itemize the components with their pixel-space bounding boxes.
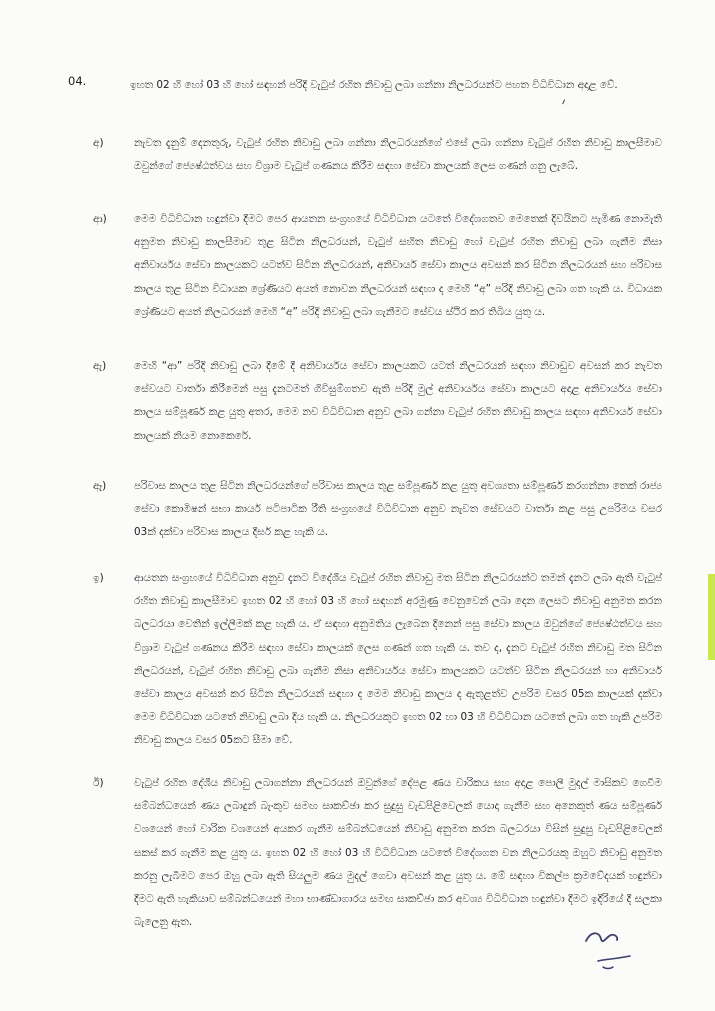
item-marker: ඈ) xyxy=(93,480,107,492)
item-text: පරිවාස කාලය තුළ සිටින නිලධරයන්ගේ පරිවාස කාලය තුළ සම්පූර්ණ කළ යුතු අවශ්‍යතා සම්පූර්ණ කරගන්නා තෙක් රාජ්‍ය සේවා කොමිෂන් සභා කාර්ය පටිපාටික රීති සංග්‍රහයේ විධිවිධාන අනුව නැවත සේවයට වාර්තා කළ පසු උපරිමය වසර 03ක් දක්වා පරිවාස කාලය දීර්ඝ කළ හැකි ය. xyxy=(134,480,662,539)
item-text: මෙම විධිවිධාන හඳුන්වා දීමට පෙර ආයතන සංග්‍රහයේ විධිවිධාන යටතේ විදේශගතව මෙතෙක් දිවයිනට පැමිණ නොමැති අනුමත නිවාඩු කාලසීමාව තුළ සිටින නිලධරයන්, වැටුප් සහිත නිවාඩු හෝ වැටුප් රහිත නිවාඩු ලබා ගැනීම නිසා අනිවාර්යය සේවා කාලයකට යටත්ව සිටින නිලධරයන්, අනිවාර්ය සේවා කාලය අවසන් කර සිටින නිලධරයන් සහ පරිවාස කාලය තුළ සිටින විධායක ශ්‍රේණියට අයත් නොවන නිලධරයන් සඳහා ද මෙහි “අ” පරිදි නිවාඩු ලබා ගත හැකි ය. විධායක ශ්‍රේණියට අයත් නිලධරයන් මෙහි “අ” පරිදි නිවාඩු ලබා ගැනීමට සේවය ස්ථිර කර තිබිය යුතු ය. xyxy=(134,213,662,318)
item-marker: අ) xyxy=(93,137,104,149)
pen-tick-mark xyxy=(562,99,568,105)
item-text: වැටුප් රහිත දේශීය නිවාඩු ලබාගන්නා නිලධරයන් ඔවුන්ගේ දේපළ ණය වාරිකය සහ අදාළ පොලී මුදල් මාසිකව ගෙවීම සම්බන්ධයෙන් ණය ලබාදුන් බැංකුව සමඟ සාකච්ඡා කර සුදුසු වැඩපිළිවෙලක් යොදා ගැනීම සහ අනෙකුත් ණය සම්පූර්ණ වශයෙන් හෝ වාරික වශයෙන් අයකර ගැනීම සම්බන්ධයෙන් නිවාඩු අනුමත කරන බලධරයා විසින් සුදුසු වැඩපිළිවෙලක් සකස් කර ගැනීම කළ යුතු ය. ඉහත 02 හි හෝ 03 හි විධිවිධාන යටතේ විදේශගත වන නිලධරයකු ඔහුට නිවාඩු අනුමත කරනු ලැබීමට පෙර ඔහු ලබා ඇති සියලුම ණය මුදල් ගෙවා අවසන් කළ යුතු ය. මේ සඳහා විකල්ප ක්‍රමවේදයක් හඳුන්වා දීමට ඇති හැකියාව සම්බන්ධයෙන් මහා භාණ්ඩාගාරය සමඟ සාකච්ඡා කර අවශ්‍ය විධිවිධාන හඳුන්වා දීමට ඉදිරියේ දී සලකා බැලෙනු ඇත. xyxy=(134,777,662,929)
item-text: ආයතන සංග්‍රහයේ විධිවිධාන අනුව දැනට විදේශීය වැටුප් රහිත නිවාඩු මත සිටින නිලධරයන්ට තමන් දැනට ලබා ඇති වැටුප් රහිත නිවාඩු කාලසීමාව ඉහත 02 හි හෝ 03 හි හෝ සඳහන් අරමුණු වෙනුවෙන් ලබා දෙන ලෙසට නිවාඩු අනුමත කරන බලධරයා වෙතින් ඉල්ලීමක් කළ හැකි ය. ඒ සඳහා අනුමතිය ලැබෙන දිනෙන් පසු සේවා කාලය ඔවුන්ගේ ජ්‍යෙෂ්ඨත්වය සහ විශ්‍රාම වැටුප් ගණනය කිරීම සඳහා සේවා කාලයක් ලෙස ගණන් ගත හැකි ය. තව ද, දැනට වැටුප් රහිත නිවාඩු මත සිටින නිලධරයන්, වැටුප් රහිත නිවාඩු ලබා ගැනීම නිසා අනිවාර්යය සේවා කාලයකට යටත්ව සිටින නිලධරයන් හා අනිවාර්ය සේවා කාලය අවසන් කර සිටින නිලධරයන් සඳහා ද මෙම නිවාඩු කාලය ද ඇතුළත්ව උපරිම වසර 05ක කාලයක් දක්වා මෙම විධිවිධාන යටතේ නිවාඩු ලබා දිය හැකි ය. නිලධරයකුට ඉහත 02 හා 03 හි විධිවිධාන යටතේ ලබා ගත හැකි උපරිම නිවාඩු කාලය වසර 05කට සීමා වේ. xyxy=(134,572,662,747)
item-marker: ආ) xyxy=(93,213,107,225)
item-text: මෙහි “ආ” පරිදි නිවාඩු ලබා දීමේ දී අනිවාර්යය සේවා කාලයකට යටත් නිලධරයන් සඳහා නිවාඩුව අවසන් කර නැවත සේවයට වාර්තා කිරීමෙන් පසු දැනටමත් ගිවිසුම්ගතව ඇති පරිදි මුල් අනිවාර්යය සේවා කාලයට අදාළ අනිවාර්යය සේවා කාලය සම්පූර්ණ කළ යුතු අතර, මෙම නව විධිවිධාන අනුව ලබා ගන්නා වැටුප් රහිත නිවාඩු කාලය සඳහා අනිවාර්ය සේවා කාලයක් නියම නොකෙරේ. xyxy=(134,360,662,442)
item-marker: ඊ) xyxy=(93,777,104,789)
section-intro: ඉහත 02 හි හෝ 03 හි හෝ සඳහන් පරිදි වැටුප් රහිත නිවාඩු ලබා ගන්නා නිලධරයන්ට පහත විධිවිධාන අදාළ වේ. xyxy=(130,79,618,91)
handwritten-initials xyxy=(582,925,634,975)
section-number: 04. xyxy=(68,74,87,88)
page-edge-tab xyxy=(708,574,715,660)
item-marker: ඉ) xyxy=(93,572,104,584)
item-marker: ඇ) xyxy=(93,360,107,372)
item-text: නැවත දැනුම් දෙනතුරු, වැටුප් රහිත නිවාඩු ලබා ගන්නා නිලධරයන්ගේ එසේ ලබා ගන්නා වැටුප් රහිත නිවාඩු කාලසීමාව ඔවුන්ගේ ජ්‍යෙෂ්ඨත්වය සහ විශ්‍රාම වැටුප් ගණනය කිරීම සඳහා සේවා කාලයක් ලෙස ගණන් ගනු ලැබේ. xyxy=(134,137,662,173)
